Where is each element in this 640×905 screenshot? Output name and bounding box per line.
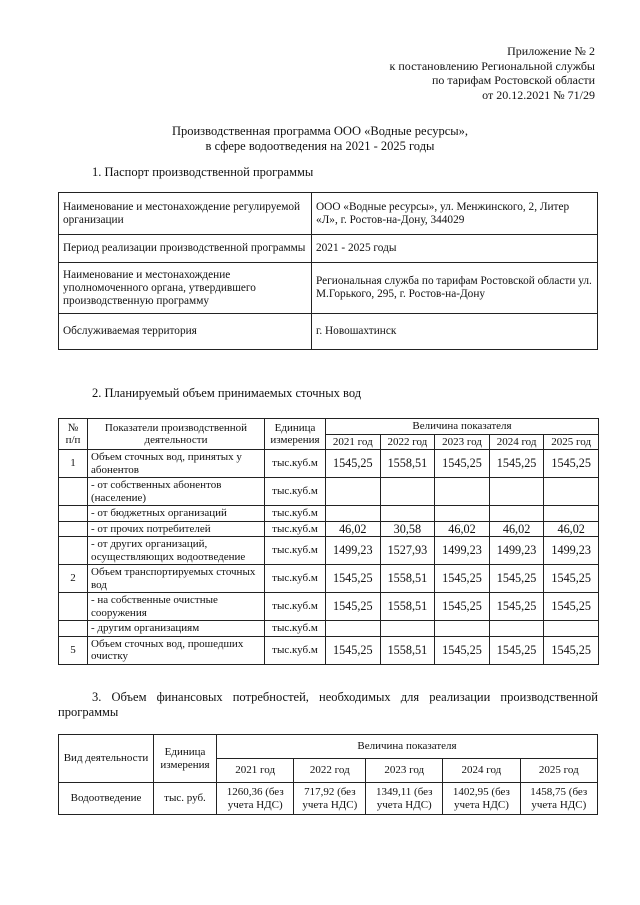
row-value: 1545,25 [326, 565, 381, 593]
row-indicator: Объем сточных вод, принятых у абонентов [88, 450, 265, 478]
year-header: 2023 год [435, 434, 490, 450]
row-value: 1545,25 [326, 450, 381, 478]
col-activity-header: Вид деятельности [59, 735, 154, 783]
row-value: 1545,25 [435, 593, 490, 621]
col-unit-header: Единица измерения [265, 419, 326, 450]
row-indicator: Объем транспортируемых сточных вод [88, 565, 265, 593]
row-value [380, 506, 435, 522]
section3-heading: 3. Объем финансовых потребностей, необходимых для реализации производственной программы [58, 690, 598, 719]
row-value [489, 478, 544, 506]
row-value [544, 621, 599, 637]
section2-heading: 2. Планируемый объем принимаемых сточных вод [92, 386, 362, 400]
row-value [489, 621, 544, 637]
row-value: 1349,11 (без учета НДС) [366, 783, 443, 815]
passport-row [59, 263, 598, 314]
year-header: 2021 год [326, 434, 381, 450]
table-row [59, 621, 599, 637]
table-row [59, 537, 599, 565]
row-value: 1545,25 [435, 636, 490, 664]
row-value [544, 506, 599, 522]
section1-heading: 1. Паспорт производственной программы [92, 165, 314, 179]
row-unit: тыс.куб.м [265, 537, 326, 565]
row-value: 1260,36 (без учета НДС) [217, 783, 294, 815]
title-line: Производственная программа ООО «Водные ресурсы», [171, 124, 469, 138]
row-number: 1 [59, 450, 88, 478]
row-value: 717,92 (без учета НДС) [294, 783, 366, 815]
row-value: 1558,51 [380, 593, 435, 621]
row-value: 1545,25 [489, 565, 544, 593]
row-value [435, 478, 490, 506]
row-unit: тыс.куб.м [265, 636, 326, 664]
passport-label: Обслуживаемая территория [59, 314, 312, 350]
table-row [59, 521, 599, 537]
row-indicator: - от прочих потребителей [88, 521, 265, 537]
row-value: 1558,51 [380, 636, 435, 664]
row-value: 46,02 [489, 521, 544, 537]
row-unit: тыс.куб.м [265, 478, 326, 506]
row-number [59, 478, 88, 506]
row-number [59, 521, 88, 537]
row-value [435, 506, 490, 522]
passport-value: Региональная служба по тарифам Ростовской области ул. М.Горького, 295, г. Ростов-на-Дону [312, 263, 598, 314]
row-value: 1545,25 [544, 565, 599, 593]
passport-value: 2021 - 2025 годы [312, 235, 598, 263]
table-row [59, 636, 599, 664]
row-value: 46,02 [326, 521, 381, 537]
row-number: 2 [59, 565, 88, 593]
row-value [544, 478, 599, 506]
row-value: 30,58 [380, 521, 435, 537]
table-row [59, 593, 599, 621]
year-header: 2025 год [544, 434, 599, 450]
table-row [59, 450, 599, 478]
col-number-header: № п/п [59, 419, 88, 450]
passport-label: Период реализации производственной программы [59, 235, 312, 263]
row-value: 1545,25 [489, 593, 544, 621]
row-value: 46,02 [435, 521, 490, 537]
row-value [489, 506, 544, 522]
row-number [59, 537, 88, 565]
row-value: 1545,25 [544, 450, 599, 478]
passport-table [58, 192, 598, 350]
appendix-line: к постановлению Региональной службы [389, 58, 595, 73]
row-number: 5 [59, 636, 88, 664]
row-unit: тыс.куб.м [265, 565, 326, 593]
table-row [59, 783, 598, 815]
row-unit: тыс.куб.м [265, 506, 326, 522]
appendix-line: от 20.12.2021 № 71/29 [482, 87, 595, 102]
passport-row [59, 193, 598, 235]
row-unit: тыс.куб.м [265, 521, 326, 537]
row-value: 1558,51 [380, 450, 435, 478]
row-indicator: - другим организациям [88, 621, 265, 637]
row-value: 46,02 [544, 521, 599, 537]
passport-value: г. Новошахтинск [312, 314, 598, 350]
year-header: 2024 год [443, 759, 520, 783]
passport-value: ООО «Водные ресурсы», ул. Менжинского, 2, Литер «Л», г. Ростов-на-Дону, 344029 [312, 193, 598, 235]
col-value-header: Величина показателя [326, 419, 599, 435]
passport-label: Наименование и местонахождение уполномоченного органа, утвердившего производственную программу [59, 263, 312, 314]
volume-table [58, 418, 599, 665]
appendix-block [390, 44, 595, 102]
row-indicator: - на собственные очистные сооружения [88, 593, 265, 621]
row-activity: Водоотведение [59, 783, 154, 815]
row-value: 1499,23 [435, 537, 490, 565]
row-value: 1499,23 [326, 537, 381, 565]
year-header: 2025 год [520, 759, 597, 783]
row-unit: тыс.куб.м [265, 593, 326, 621]
row-value: 1558,51 [380, 565, 435, 593]
row-value [326, 478, 381, 506]
row-value: 1545,25 [544, 636, 599, 664]
row-value: 1545,25 [489, 450, 544, 478]
row-indicator: - от других организаций, осуществляющих водоотведение [88, 537, 265, 565]
row-unit: тыс.куб.м [265, 450, 326, 478]
header-row [59, 419, 599, 435]
year-header: 2022 год [294, 759, 366, 783]
row-value: 1545,25 [544, 593, 599, 621]
row-value: 1402,95 (без учета НДС) [443, 783, 520, 815]
appendix-line: Приложение № 2 [507, 44, 595, 58]
year-header: 2021 год [217, 759, 294, 783]
row-unit: тыс.куб.м [265, 621, 326, 637]
row-value: 1499,23 [544, 537, 599, 565]
col-unit-header: Единица измерения [154, 735, 217, 783]
row-number [59, 593, 88, 621]
row-number [59, 506, 88, 522]
row-value [326, 506, 381, 522]
header-row [59, 735, 598, 759]
row-indicator: Объем сточных вод, прошедших очистку [88, 636, 265, 664]
appendix-line: по тарифам Ростовской области [431, 73, 595, 87]
row-unit: тыс. руб. [154, 783, 217, 815]
document-title [0, 124, 640, 154]
row-value: 1545,25 [489, 636, 544, 664]
finance-table [58, 734, 598, 815]
row-value: 1458,75 (без учета НДС) [520, 783, 597, 815]
row-number [59, 621, 88, 637]
row-value [380, 621, 435, 637]
table-row [59, 565, 599, 593]
row-value: 1499,23 [489, 537, 544, 565]
row-value [380, 478, 435, 506]
title-line: в сфере водоотведения на 2021 - 2025 годы [205, 139, 435, 153]
row-value: 1545,25 [326, 636, 381, 664]
row-value: 1545,25 [435, 565, 490, 593]
passport-row [59, 235, 598, 263]
col-value-header: Величина показателя [217, 735, 598, 759]
year-header: 2022 год [380, 434, 435, 450]
year-header: 2024 год [489, 434, 544, 450]
col-indicator-header: Показатели производственной деятельности [88, 419, 265, 450]
year-header: 2023 год [366, 759, 443, 783]
passport-label: Наименование и местонахождение регулируемой организации [59, 193, 312, 235]
row-value: 1527,93 [380, 537, 435, 565]
passport-row [59, 314, 598, 350]
table-row [59, 478, 599, 506]
row-value [326, 621, 381, 637]
row-value: 1545,25 [326, 593, 381, 621]
row-value [435, 621, 490, 637]
table-row [59, 506, 599, 522]
row-value: 1545,25 [435, 450, 490, 478]
row-indicator: - от бюджетных организаций [88, 506, 265, 522]
row-indicator: - от собственных абонентов (население) [88, 478, 265, 506]
